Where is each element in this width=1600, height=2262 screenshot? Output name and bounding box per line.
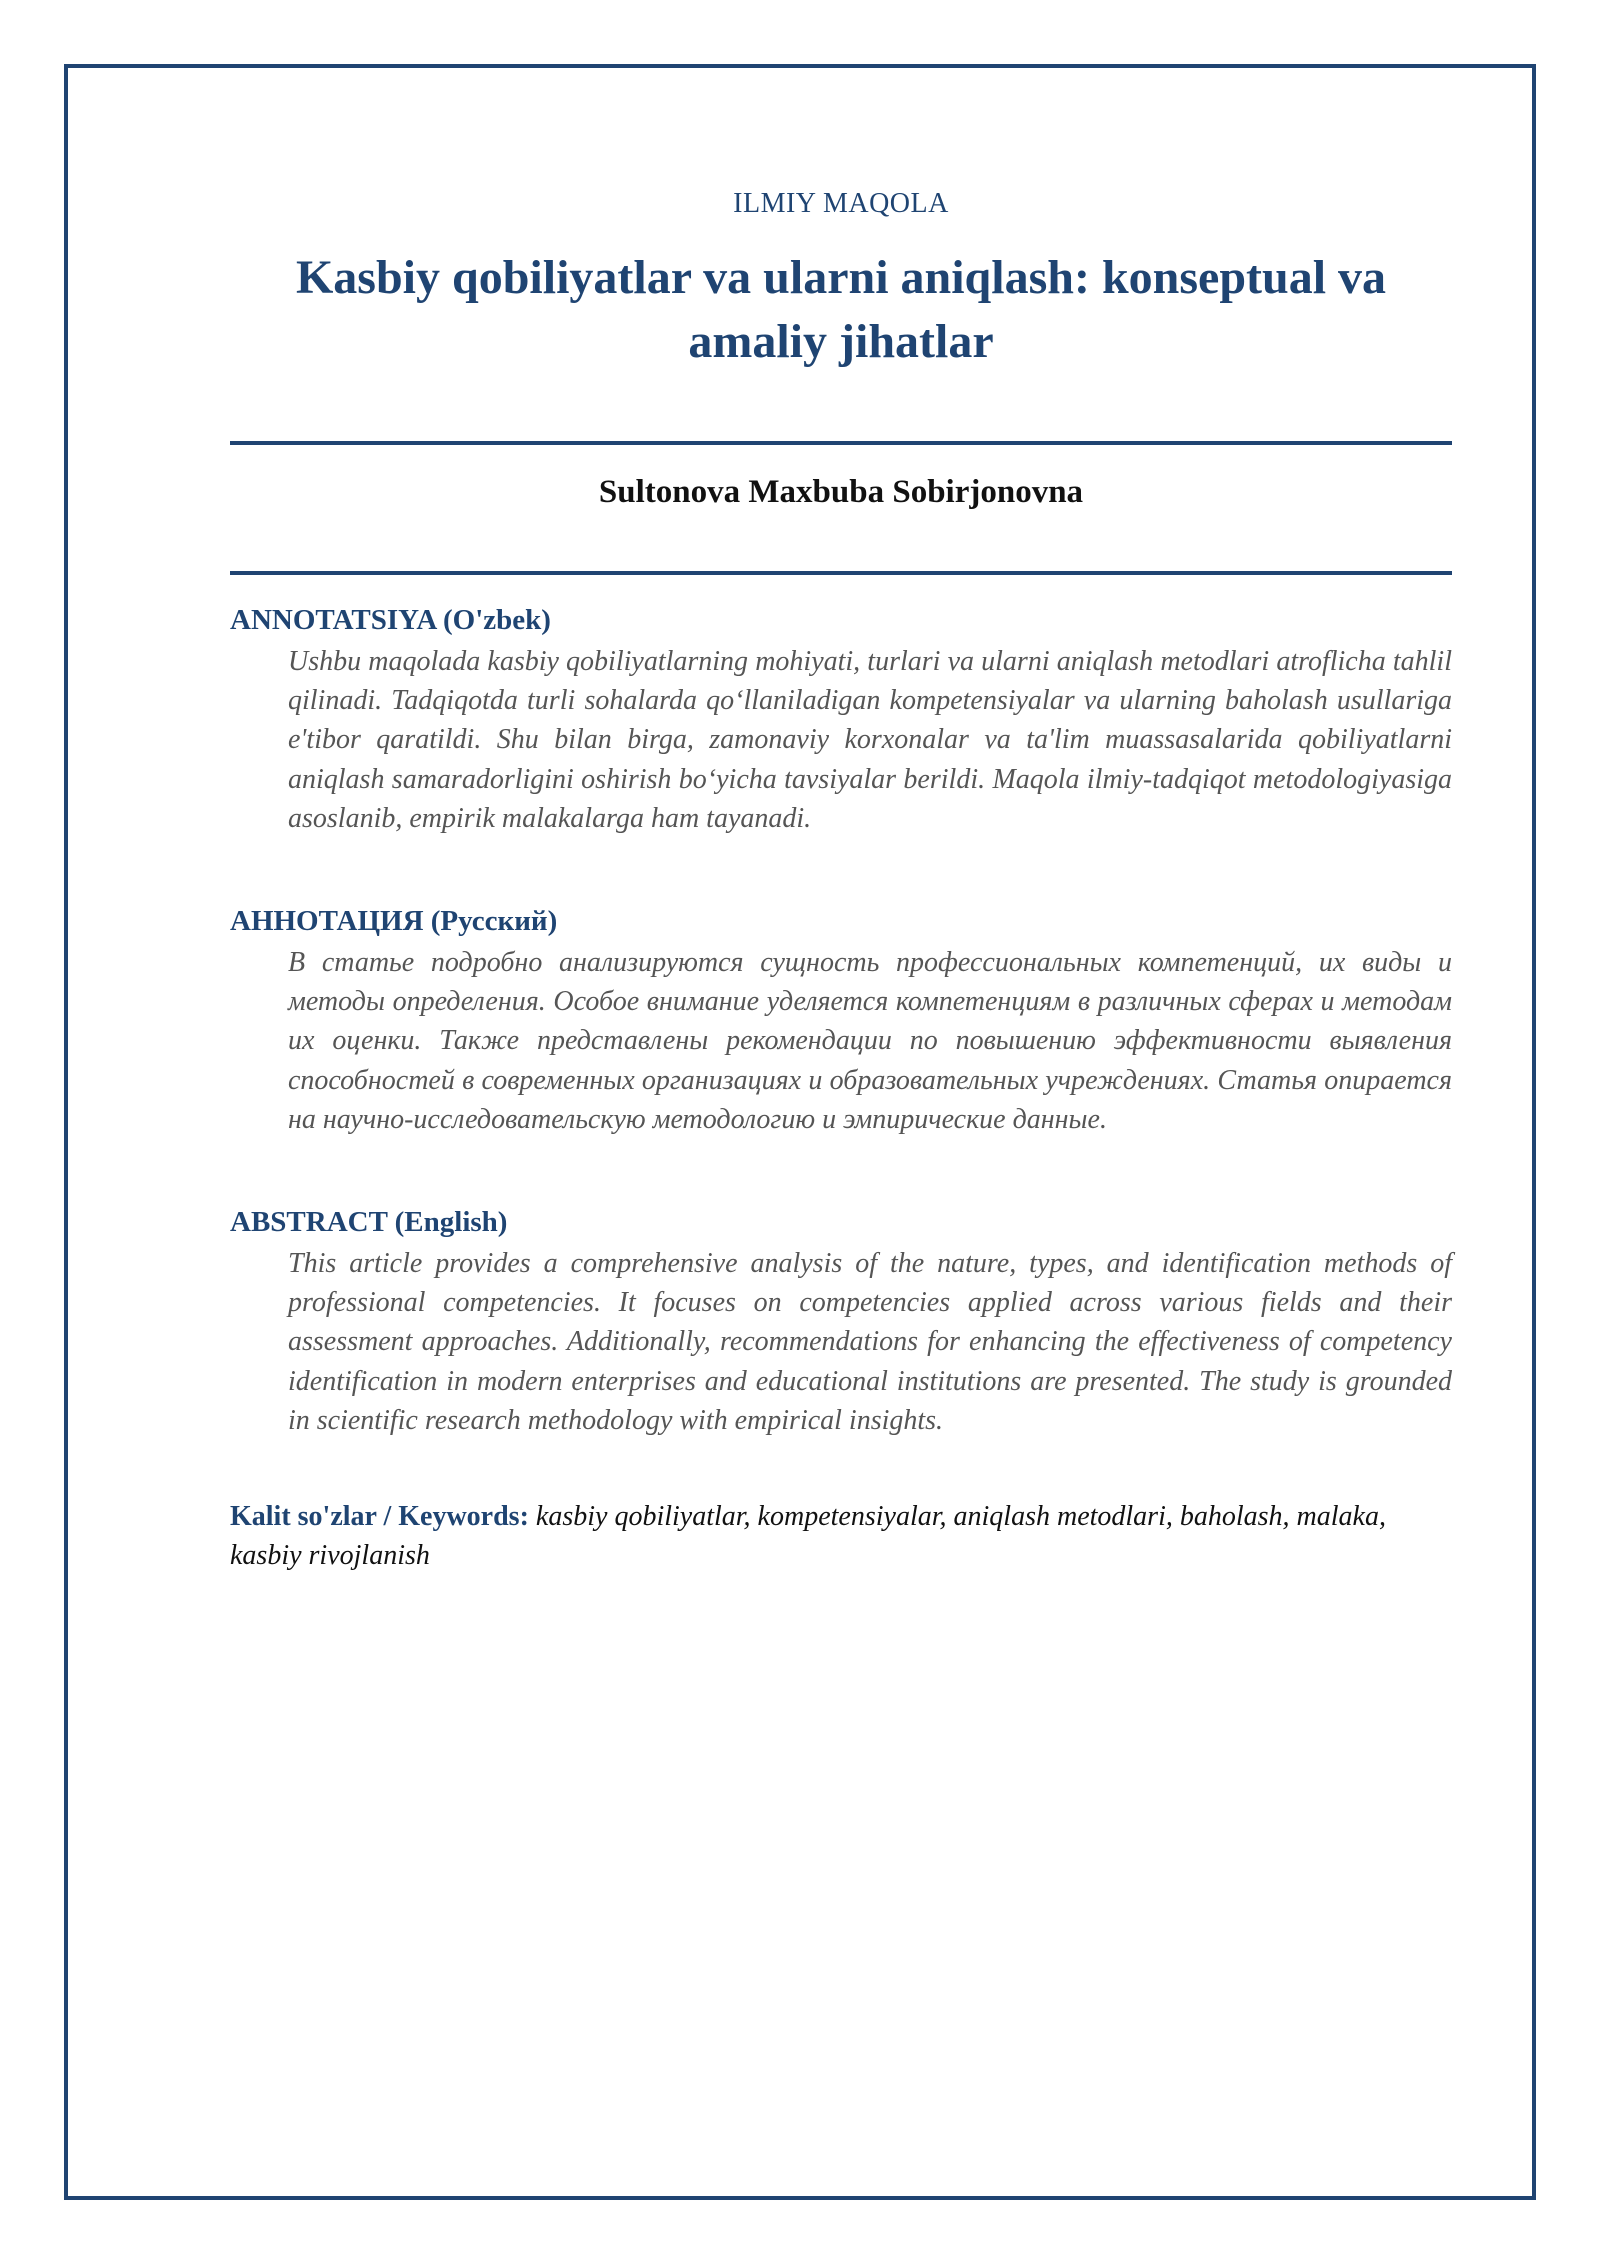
abstract-uzbek-heading: ANNOTATSIYA (O'zbek) <box>230 604 551 636</box>
abstract-uzbek <box>230 600 1452 838</box>
keywords-text: kasbiy qobiliyatlar, kompetensiyalar, aniqlash metodlari, baholash, malaka, kasbiy rivojlanish <box>230 1501 1386 1571</box>
divider-bottom <box>230 571 1452 575</box>
abstract-english-heading: ABSTRACT (English) <box>230 1206 508 1238</box>
divider-top <box>230 441 1452 445</box>
keywords <box>230 1497 1394 1575</box>
abstract-english <box>230 1202 1452 1440</box>
author-name: Sultonova Maxbuba Sobirjonovna <box>598 474 1084 510</box>
keywords-label: Kalit so'zlar / Keywords: <box>230 1501 529 1532</box>
abstract-russian-body: В статье подробно анализируются сущность профессиональных компетенций, их виды и методы определения. Особое внимание уделяется компетенциям в различных сферах и методам их оценки. Также представлены рекомендации по повышению эффективности выявления способностей в современных организациях и образовательных учреждениях. Статья опирается на научно-исследовательскую методологию и эмпирические данные. <box>288 947 1452 1135</box>
abstract-russian <box>230 901 1452 1139</box>
abstract-russian-heading: АННОТАЦИЯ (Русский) <box>230 905 558 937</box>
abstract-english-body: This article provides a comprehensive analysis of the nature, types, and identification methods of professional competencies. It focuses on competencies applied across various fields and their assessment approaches. Additionally, recommendations for enhancing the effectiveness of competency identification in modern enterprises and educational institutions are presented. The study is grounded in scientific research methodology with empirical insights. <box>288 1248 1452 1436</box>
abstract-uzbek-body: Ushbu maqolada kasbiy qobiliyatlarning mohiyati, turlari va ularni aniqlash metodlari atroflicha tahlil qilinadi. Tadqiqotda turli sohalarda qo‘llaniladigan kompetensiyalar va ularning baholash usullariga e'tibor qaratildi. Shu bilan birga, zamonaviy korxonalar va ta'lim muassasalarida qobiliyatlarni aniqlash samaradorligini oshirish bo‘yicha tavsiyalar berildi. Maqola ilmiy-tadqiqot metodologiyasiga asoslanib, empirik malakalarga ham tayanadi. <box>288 646 1452 834</box>
article-title: Kasbiy qobiliyatlar va ularni aniqlash: konseptual va amaliy jihatlar <box>295 251 1387 368</box>
article-kicker: ILMIY MAQOLA <box>733 188 949 219</box>
